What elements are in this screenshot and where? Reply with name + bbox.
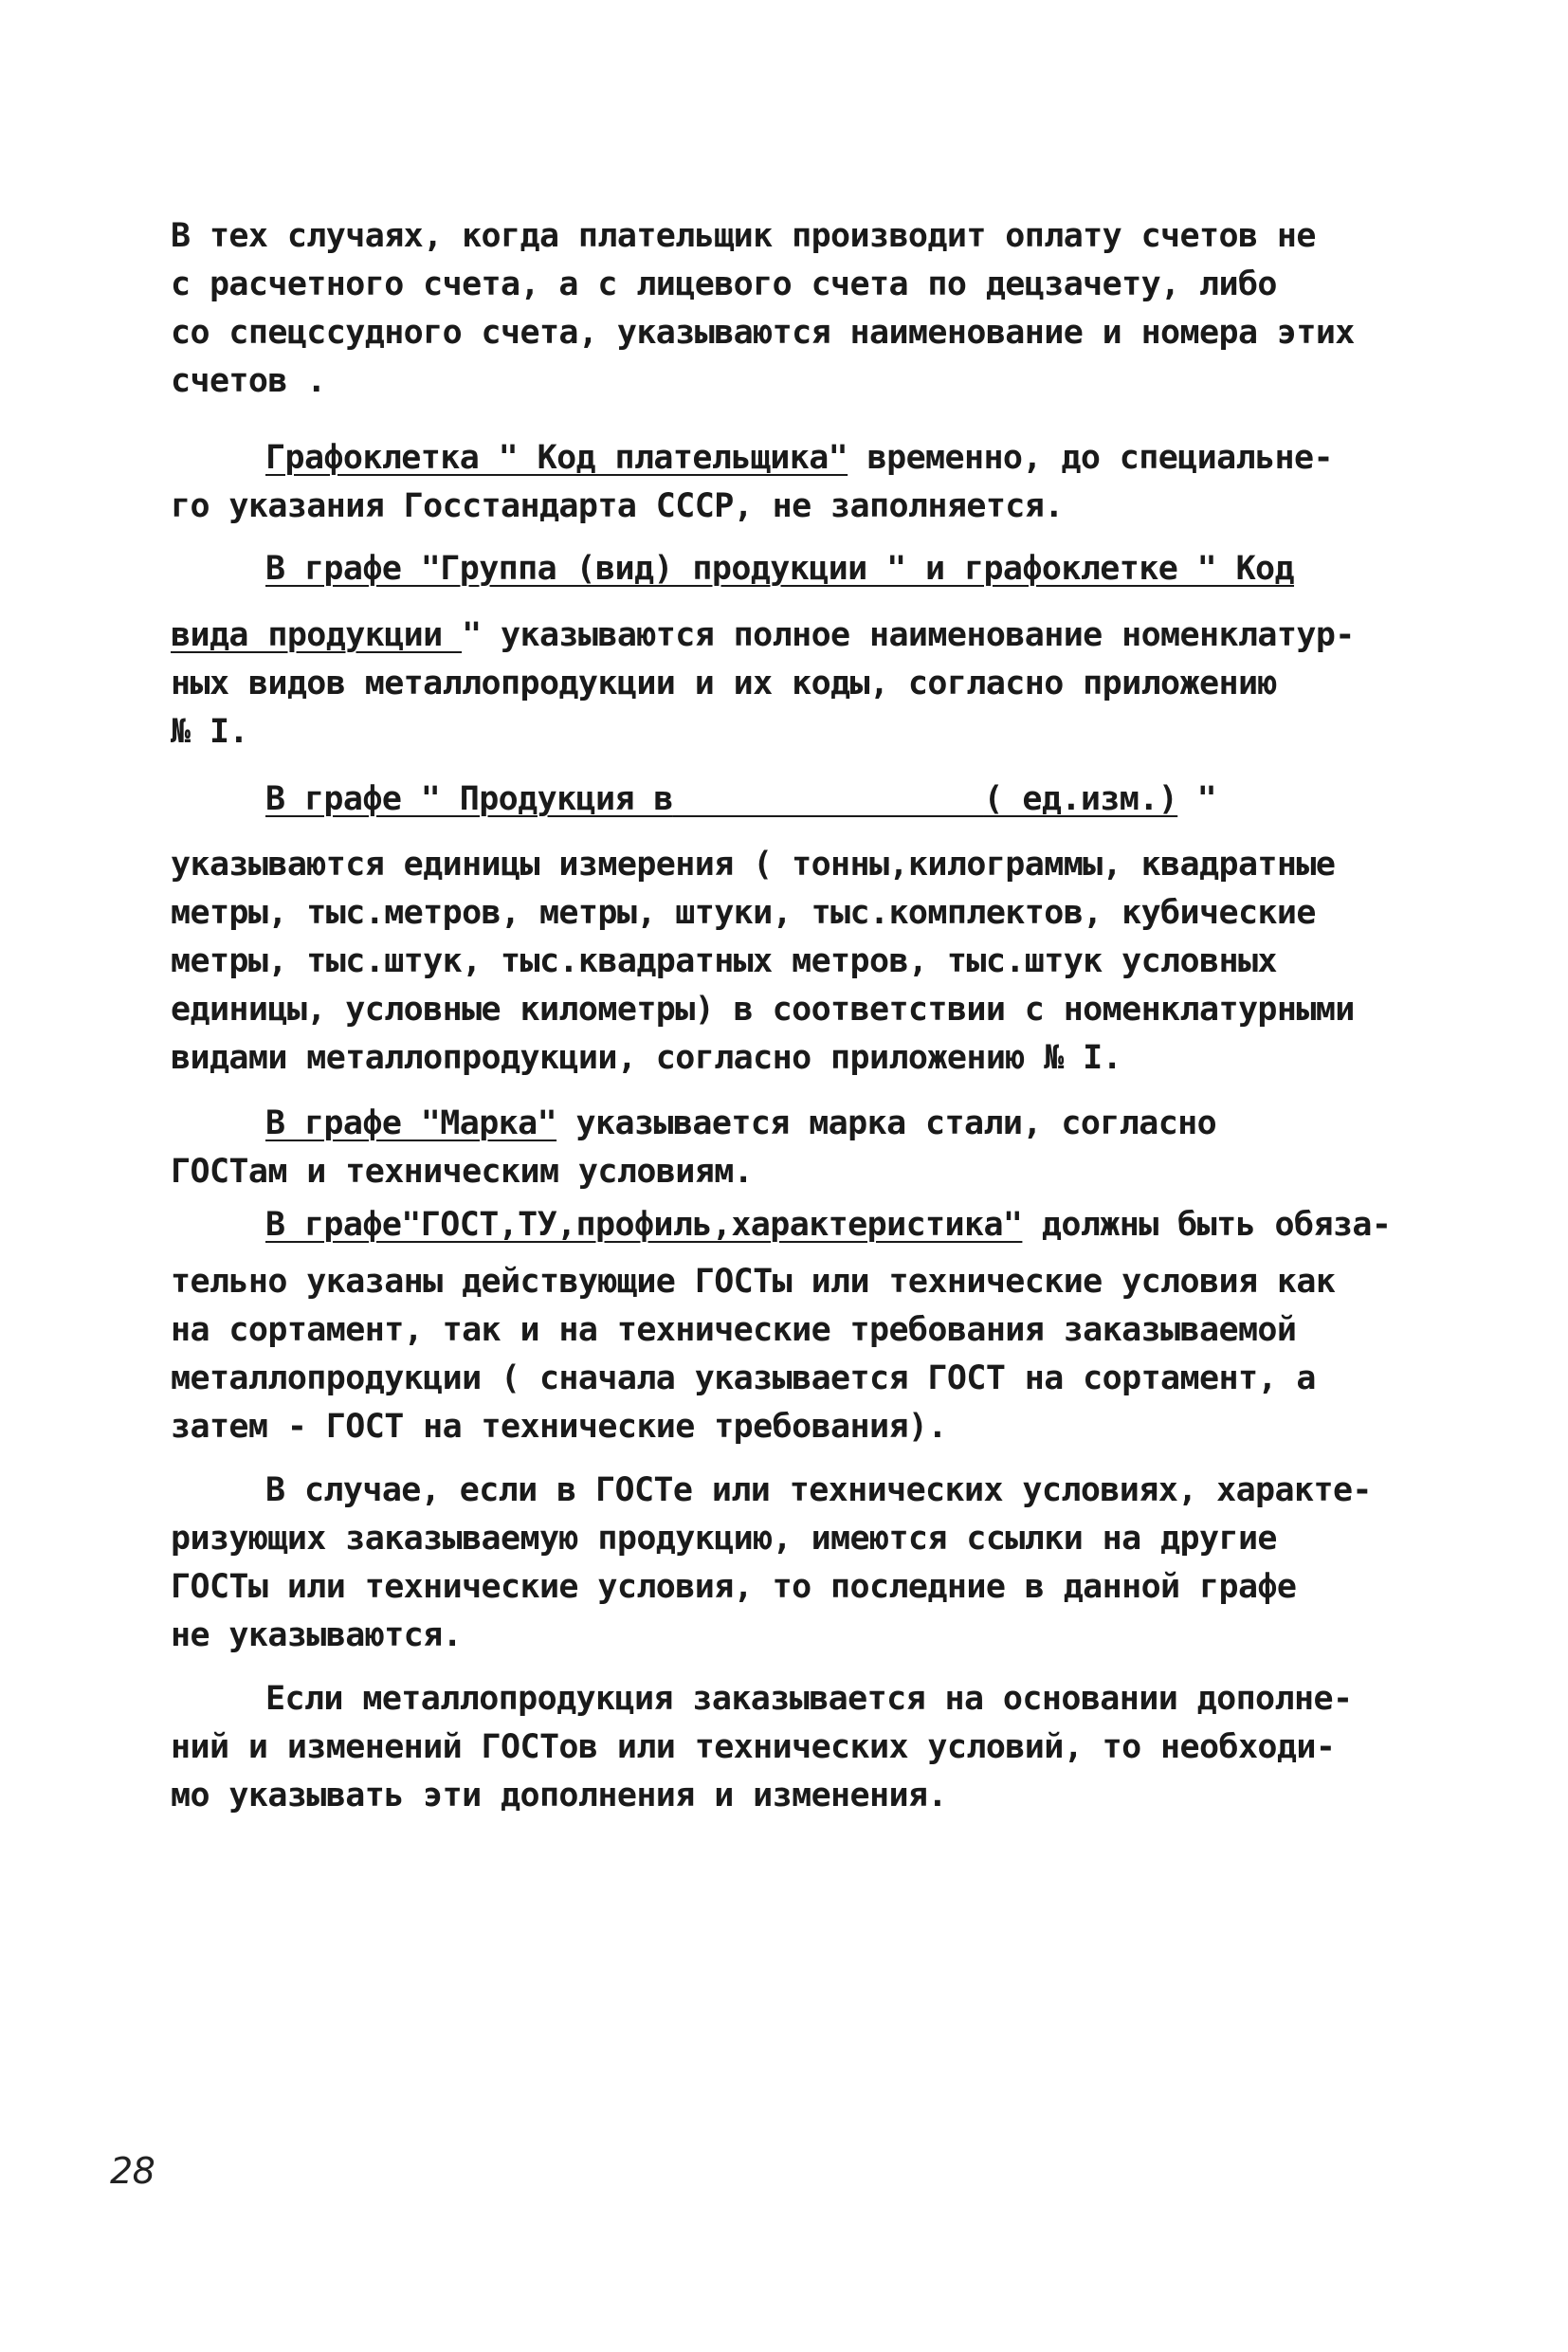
paragraph-4-line-1 [265,780,1217,818]
paragraph-2-line-1-text: временно, до специальне- [848,439,1333,477]
paragraph-6-line-3: на сортамент, так и на технические требования заказываемой [171,1311,1297,1349]
paragraph-5-line-1-text: указывается марка стали, согласно [556,1104,1217,1142]
paragraph-8-line-1: Если металлопродукция заказывается на основании дополне- [265,1680,1353,1718]
paragraph-7-line-3: ГОСТы или технические условия, то последние в данной графе [171,1568,1297,1606]
field-name-product-type-code: вида продукции [171,616,463,654]
paragraph-2-line-2: го указания Госстандарта СССР, не заполняется. [171,487,1064,525]
field-name-product-in: В графе " Продукция в [265,780,673,818]
paragraph-6-line-5: затем - ГОСТ на технические требования). [171,1408,947,1446]
paragraph-8-line-3: мо указывать эти дополнения и изменения. [171,1777,947,1814]
paragraph-7-line-1: В случае, если в ГОСТе или технических условиях, характе- [265,1471,1372,1509]
paragraph-7-line-2: ризующих заказываемую продукцию, имеются ссылки на другие [171,1520,1277,1558]
paragraph-3-line-3: ных видов металлопродукции и их коды, согласно приложению [171,665,1277,702]
paragraph-4-line-3: метры, тыс.метров, метры, штуки, тыс.комплектов, кубические [171,894,1316,932]
paragraph-1-line-3: со спецссудного счета, указываются наименование и номера этих [171,314,1355,352]
field-name-unit: ( ед.изм.) [983,780,1178,818]
blank-unit-field [673,780,984,818]
paragraph-1-line-1: В тех случаях, когда плательщик производит оплату счетов не [171,217,1316,255]
paragraph-1-line-2: с расчетного счета, а с лицевого счета по децзачету, либо [171,265,1277,303]
paragraph-5-line-2: ГОСТам и техническим условиям. [171,1153,754,1191]
paragraph-4-line-4: метры, тыс.штук, тыс.квадратных метров, тыс.штук условных [171,942,1277,980]
paragraph-4-line-1-quote: " [1177,780,1217,818]
paragraph-6-line-1-text: должны быть обяза- [1022,1206,1392,1244]
paragraph-6-line-4: металлопродукции ( сначала указывается ГОСТ на сортамент, а [171,1359,1316,1397]
paragraph-8-line-2: ний и изменений ГОСТов или технических условий, то необходи- [171,1728,1336,1766]
paragraph-7-line-4: не указываются. [171,1616,463,1654]
field-name-gost-spec: В графе"ГОСТ,ТУ,профиль,характеристика" [265,1206,1023,1244]
paragraph-1-line-4: счетов . [171,362,326,400]
paragraph-3-line-2-text: " указываются полное наименование номенклатур- [462,616,1355,654]
paragraph-6-line-1 [265,1206,1392,1244]
paragraph-4-line-5: единицы, условные километры) в соответствии с номенклатурными [171,991,1355,1029]
field-name-payer-code: Графоклетка " Код плательщика" [265,439,848,477]
field-name-grade: В графе "Марка" [265,1104,557,1142]
paragraph-4-line-2: указываются единицы измерения ( тонны,килограммы, квадратные [171,846,1336,884]
field-name-product-group: В графе "Группа (вид) продукции " и графоклетке " Код [265,550,1295,588]
paragraph-5-line-1 [265,1104,1217,1142]
paragraph-4-line-6: видами металлопродукции, согласно приложению № I. [171,1039,1122,1077]
paragraph-3-line-2 [171,616,1355,654]
paragraph-3-line-4: № I. [171,713,248,751]
paragraph-2-line-1 [265,439,1333,477]
page-number: 28 [110,2150,155,2192]
paragraph-6-line-2: тельно указаны действующие ГОСТы или технические условия как [171,1263,1336,1301]
paragraph-3-line-1 [265,550,1295,588]
